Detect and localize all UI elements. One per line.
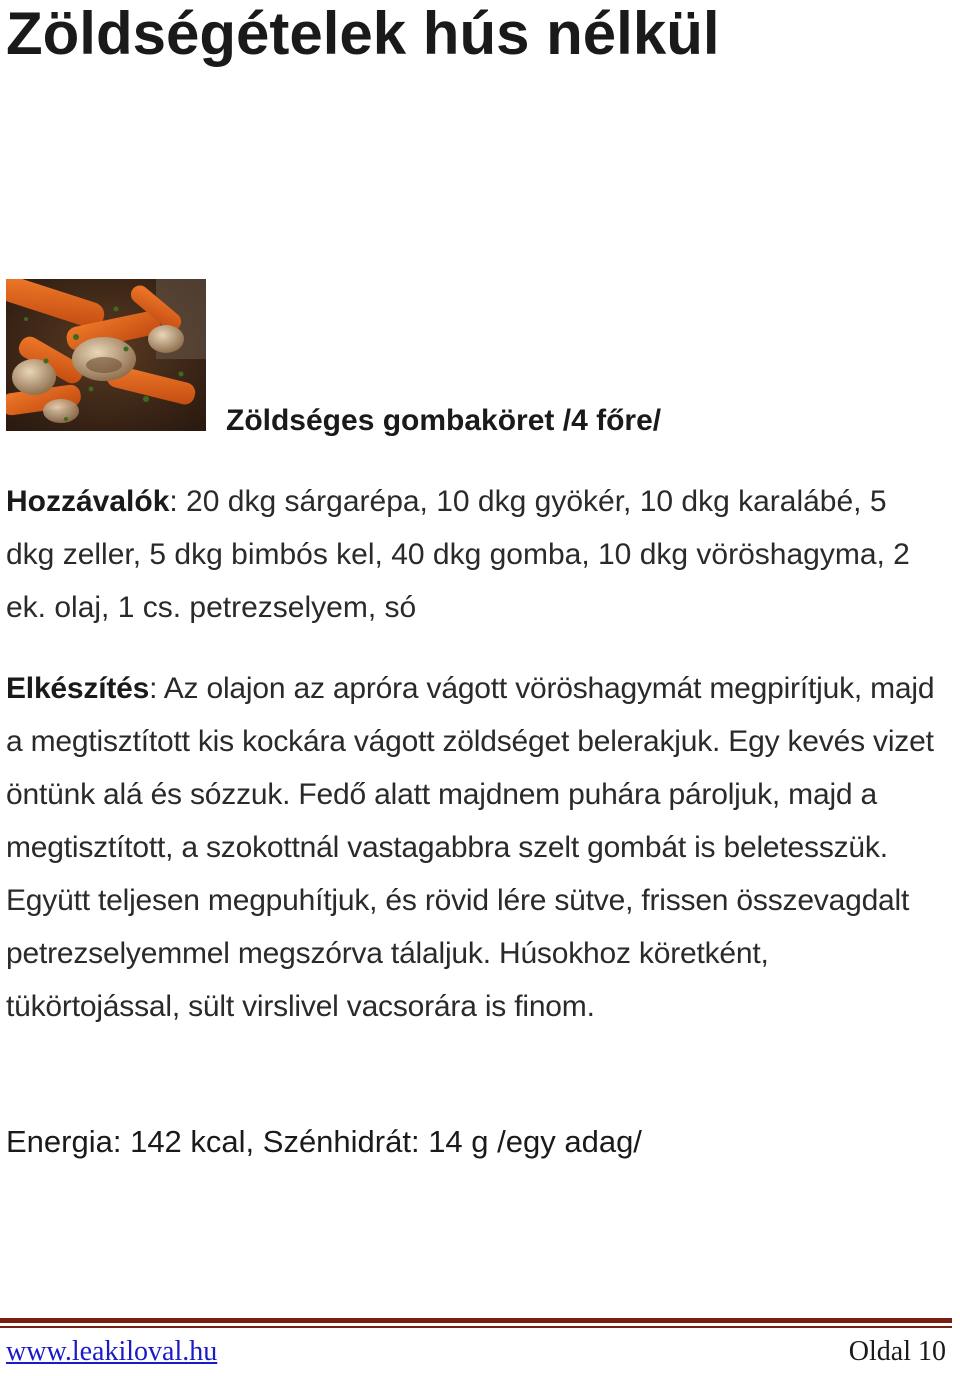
footer-rule-thin [0, 1326, 952, 1328]
website-link[interactable]: www.leakiloval.hu [6, 1336, 218, 1367]
recipe-title: Zöldséges gombaköret /4 főre/ [226, 404, 662, 437]
footer-rule [0, 1318, 952, 1323]
preparation-text: : Az olajon az apróra vágott vöröshagymát megpirítjuk, majd a megtisztított kis kockára vágott zöldséget belerakjuk. Egy kevés vizet öntünk alá és sózzuk. Fedő alatt majdnem puhára pároljuk, majd a megtisztított, a szokottnál vastagabbra szelt gombát is beletesszük. Együtt teljesen megpuhítjuk, és rövid lére sütve, frissen összevagdalt petrezselyemmel megszórva tálaljuk. Húsokhoz köretként, tükörtojással, sült virslivel vacsorára is finom. [6, 672, 935, 1023]
preparation-label: Elkészítés [6, 672, 150, 705]
ingredients-label: Hozzávalók [6, 485, 170, 518]
ingredients-text: : 20 dkg sárgarépa, 10 dkg gyökér, 10 dkg karalábé, 5 dkg zeller, 5 dkg bimbós kel, 40 dkg gomba, 10 dkg vöröshagyma, 2 ek. olaj, 1 cs. petrezselyem, só [6, 485, 910, 624]
energy-info: Energia: 142 kcal, Szénhidrát: 14 g /egy adag/ [6, 1124, 642, 1159]
ingredients-paragraph [6, 475, 926, 634]
page-number: Oldal 10 [848, 1336, 946, 1367]
page-title: Zöldségételek hús nélkül [6, 0, 720, 67]
preparation-paragraph [6, 662, 946, 1033]
recipe-photo [6, 279, 206, 431]
